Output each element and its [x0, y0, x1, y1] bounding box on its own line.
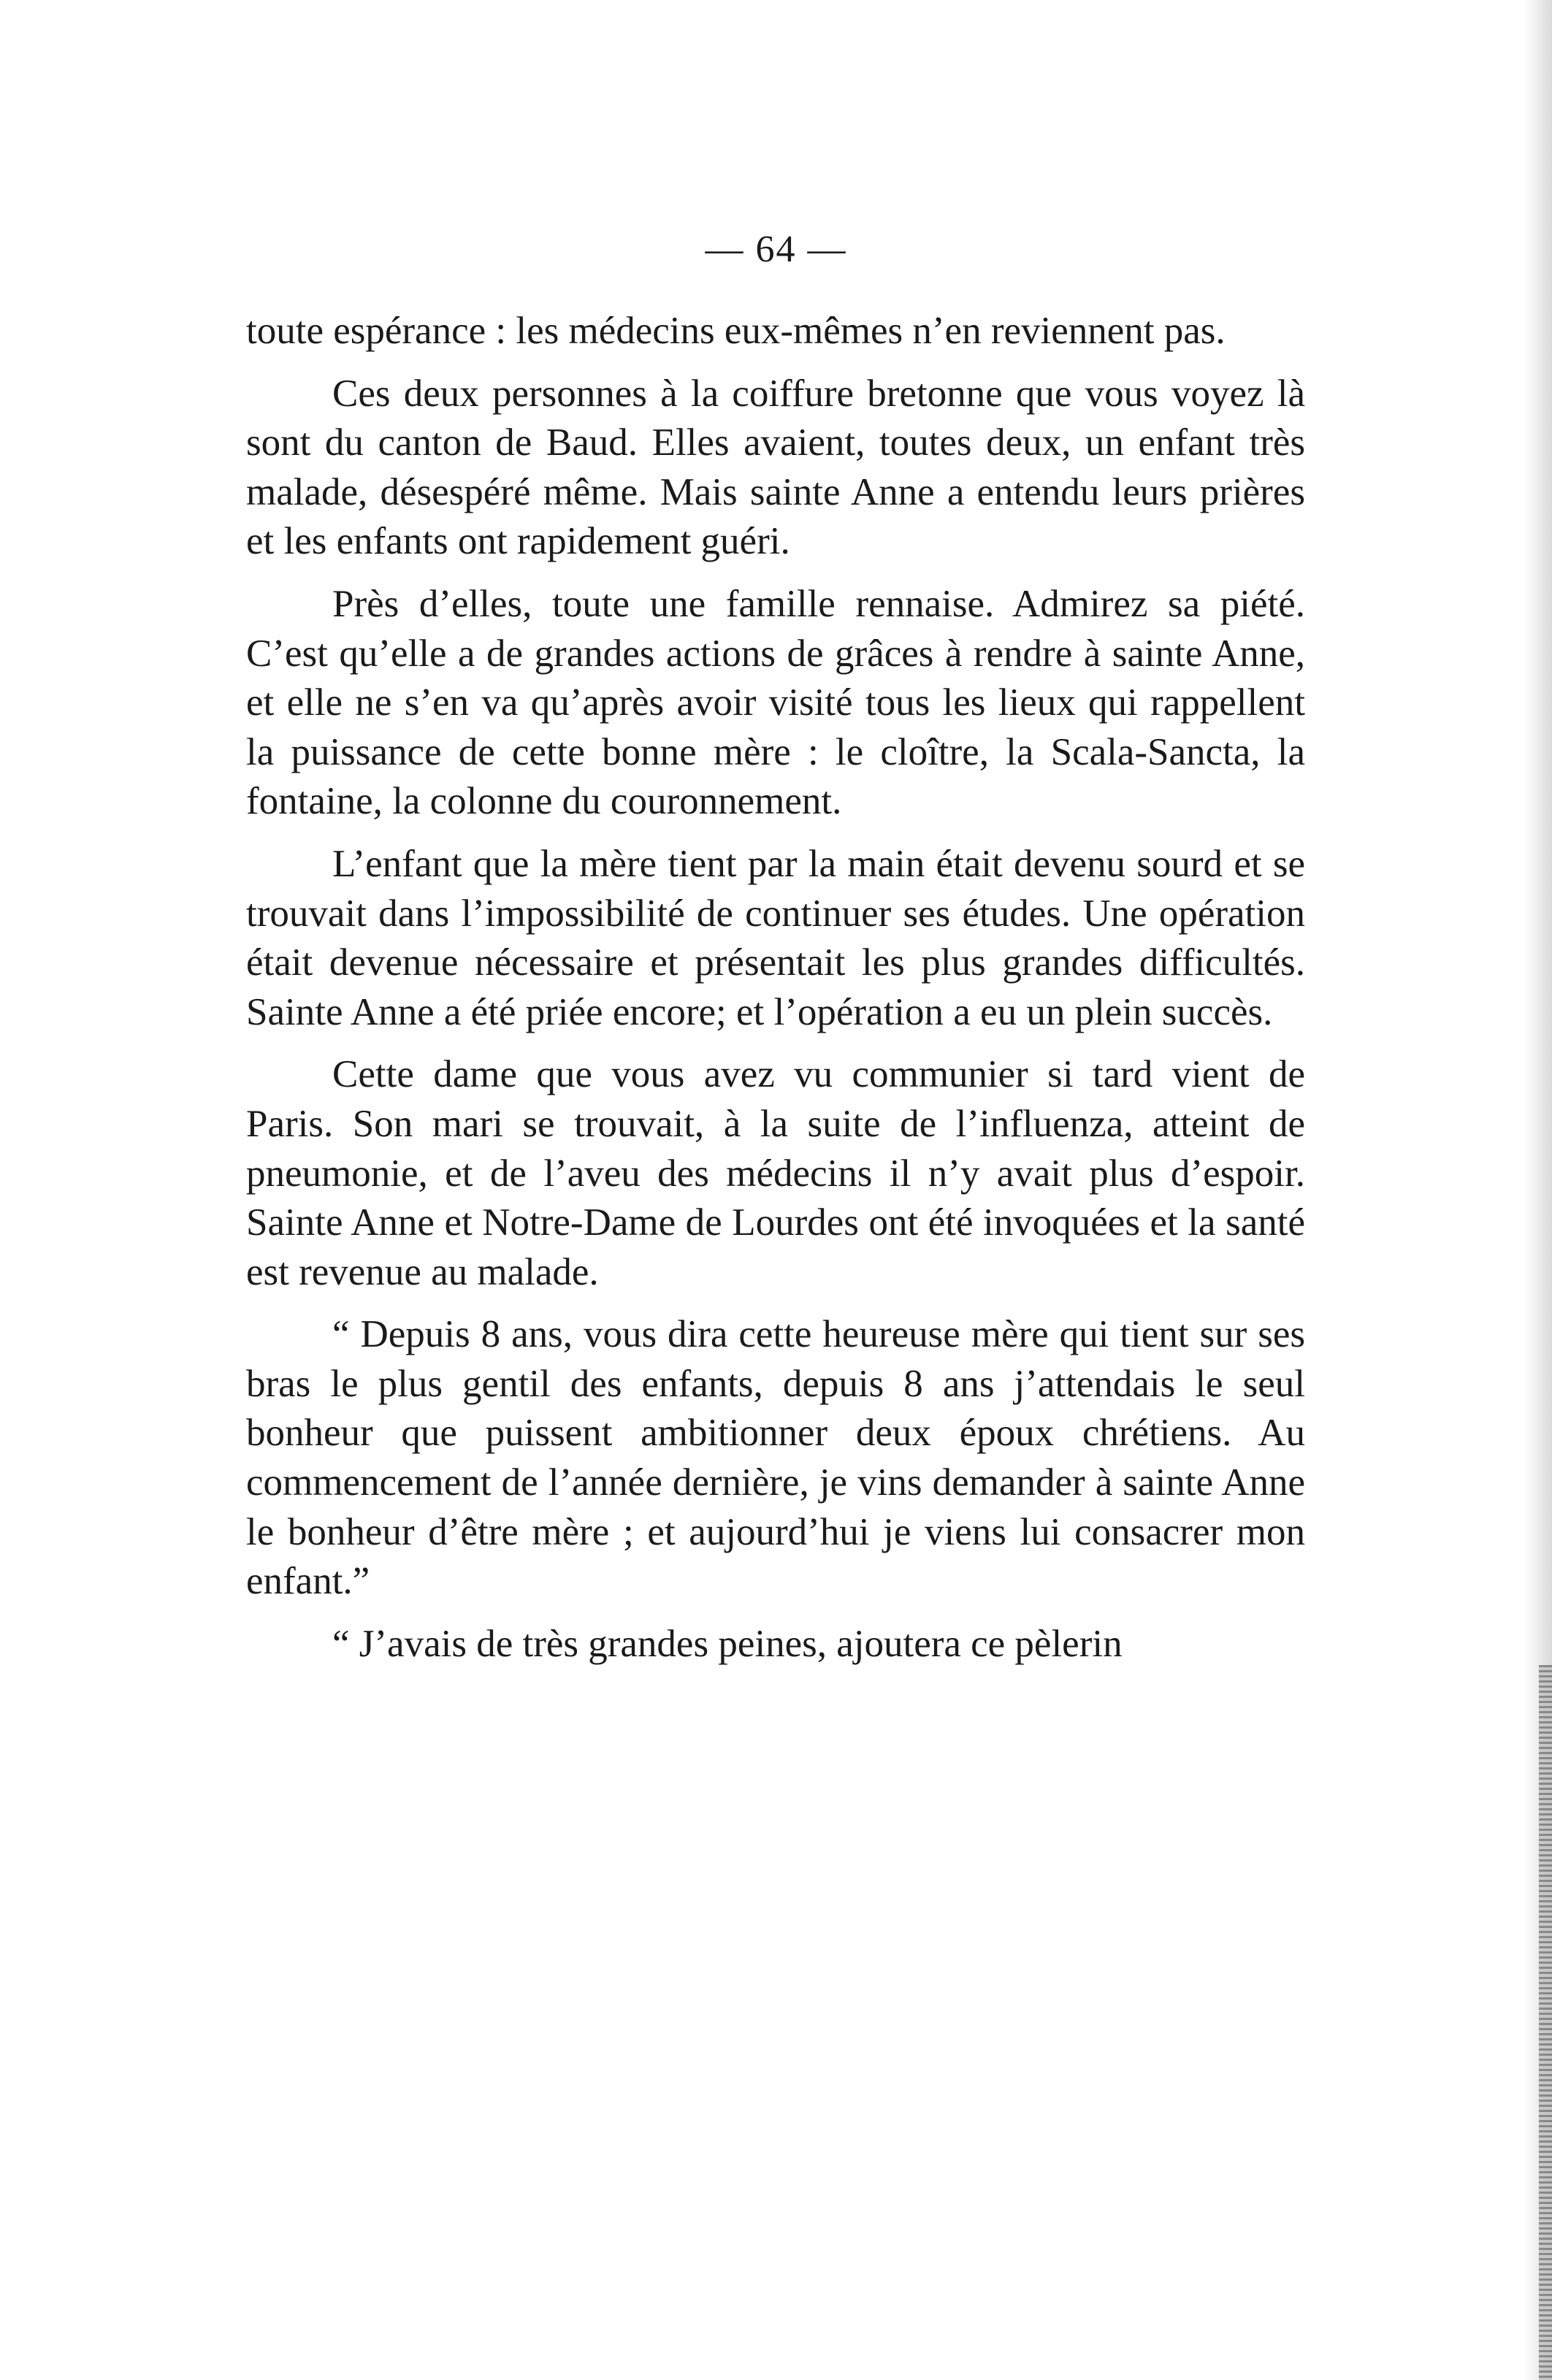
paragraph-4: L’enfant que la mère tient par la main était devenu sourd et se trouvait dans l’impossibilité de continuer ses études. Une opération était devenue nécessaire et présentait les plus grandes difficultés. Sainte Anne a été priée encore; et l’opération a eu un plein succès. — [246, 842, 1305, 1033]
paragraph-3: Près d’elles, toute une famille rennaise. Admirez sa piété. C’est qu’elle a de grandes actions de grâces à rendre à sainte Anne, et elle ne s’en va qu’après avoir visité tous les lieux qui rappellent la puissance de cette bonne mère : le cloître, la Scala-Sancta, la fontaine, la colonne du couronnement. — [246, 582, 1305, 823]
paragraph-6: “ Depuis 8 ans, vous dira cette heureuse mère qui tient sur ses bras le plus gentil des enfants, depuis 8 ans j’attendais le seul bonheur que puissent ambitionner deux époux chrétiens. Au commencement de l’année dernière, je vins demander à sainte Anne le bonheur d’être mère ; et aujourd’hui je viens lui consacrer mon enfant.” — [246, 1313, 1305, 1603]
paragraph-5: Cette dame que vous avez vu communier si tard vient de Paris. Son mari se trouvait, à la suite de l’influenza, atteint de pneumonie, et de l’aveu des médecins il n’y avait plus d’espoir. Sainte Anne et Notre-Dame de Lourdes ont été invoquées et la santé est revenue au malade. — [246, 1053, 1305, 1293]
paragraph-2: Ces deux personnes à la coiffure bretonne que vous voyez là sont du canton de Baud. Elles avaient, toutes deux, un enfant très malade, désespéré même. Mais sainte Anne a entendu leurs prières et les enfants ont rapidement guéri. — [246, 372, 1305, 563]
paragraph-1: toute espérance : les médecins eux-mêmes n’en reviennent pas. — [246, 310, 1226, 352]
body-text — [246, 307, 1305, 1682]
page-edge-binding — [1539, 1665, 1552, 2380]
paragraph-7: “ J’avais de très grandes peines, ajoutera ce pèlerin — [332, 1622, 1123, 1665]
page-number: — 64 — — [705, 229, 847, 270]
